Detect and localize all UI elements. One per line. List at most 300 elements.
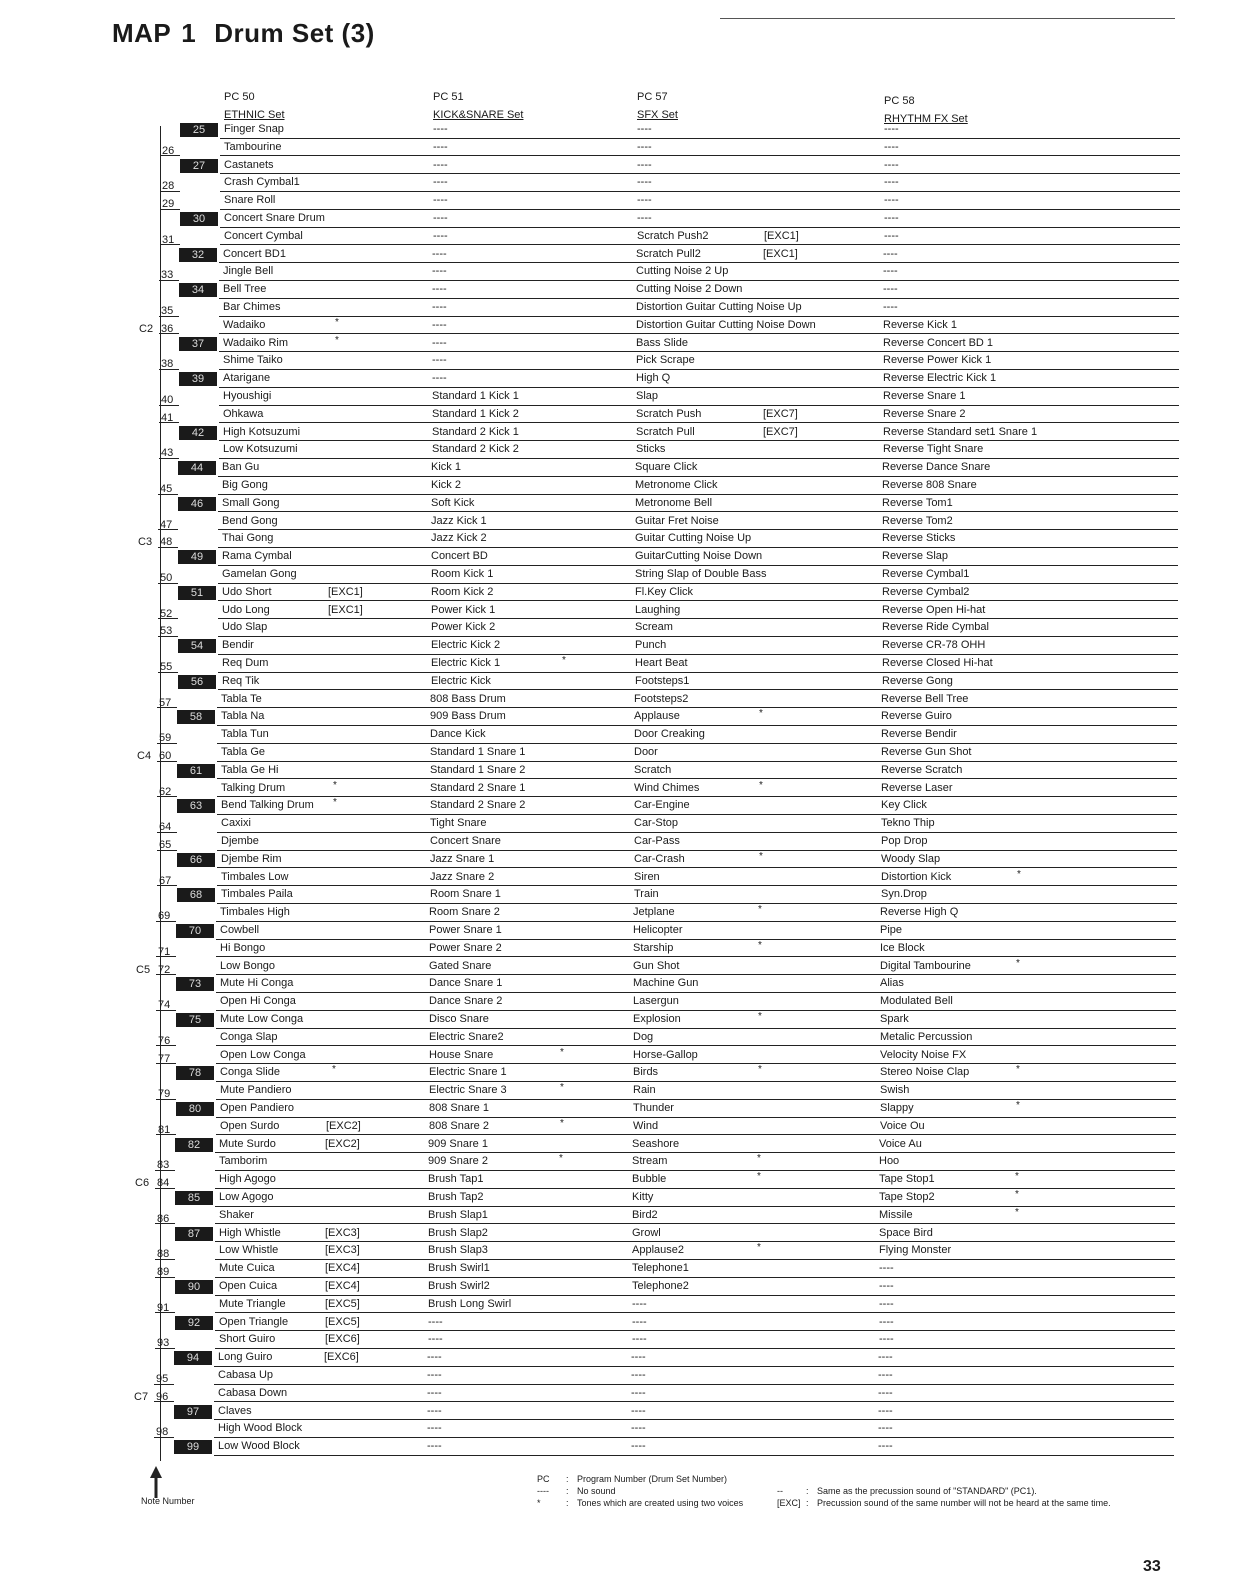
instrument-cell: Tape Stop1 — [879, 1173, 935, 1186]
instrument-cell: Reverse Kick 1 — [883, 318, 957, 331]
instrument-cell: Reverse Tom2 — [882, 514, 953, 527]
instrument-cell: Horse-Gallop — [633, 1048, 698, 1061]
exclusive-group-tag: [EXC7] — [763, 425, 798, 438]
instrument-cell: Missile — [879, 1208, 913, 1221]
instrument-cell: Open Low Conga — [220, 1048, 306, 1061]
white-key-number: 52 — [160, 607, 173, 620]
column-pc: PC 57 — [637, 91, 668, 103]
instrument-cell: Syn.Drop — [881, 888, 927, 901]
table-row — [0, 406, 1244, 424]
instrument-cell: Electric Snare 3 — [429, 1084, 507, 1097]
table-row — [0, 317, 1244, 335]
instrument-cell: Dance Snare 2 — [429, 995, 503, 1008]
instrument-cell: ---- — [879, 1297, 894, 1310]
instrument-cell: ---- — [883, 283, 898, 296]
two-voice-mark: * — [335, 316, 339, 328]
two-voice-mark: * — [562, 655, 566, 666]
instrument-cell: Guitar Cutting Noise Up — [635, 532, 752, 545]
instrument-cell: ---- — [432, 336, 447, 349]
instrument-cell: ---- — [427, 1404, 442, 1417]
instrument-cell: Udo Slap — [222, 621, 268, 634]
instrument-cell: Tabla Ge — [221, 746, 266, 758]
title-map: MAP — [112, 18, 172, 48]
two-voice-mark: * — [758, 1064, 762, 1076]
table-row — [0, 602, 1244, 620]
legend-exc-key: [EXC] — [777, 1498, 801, 1508]
instrument-cell: Electric Snare2 — [429, 1030, 504, 1043]
instrument-cell: Punch — [635, 639, 667, 652]
instrument-cell: ---- — [432, 372, 447, 385]
instrument-cell: ---- — [631, 1422, 646, 1435]
instrument-cell: Open Triangle — [219, 1315, 289, 1328]
instrument-cell: Claves — [218, 1404, 252, 1417]
table-row — [0, 1153, 1244, 1171]
instrument-cell: Tabla Na — [221, 710, 265, 723]
instrument-cell: Helicopter — [633, 924, 683, 936]
instrument-cell: High Agogo — [219, 1173, 276, 1186]
instrument-cell: Heart Beat — [635, 657, 688, 669]
two-voice-mark: * — [1016, 1100, 1020, 1111]
table-row — [0, 869, 1244, 887]
instrument-cell: ---- — [432, 247, 447, 260]
white-key-number: 62 — [159, 785, 172, 798]
instrument-cell: Standard 2 Snare 2 — [430, 799, 526, 812]
column-pc: PC 58 — [884, 95, 915, 107]
white-key-number: 38 — [161, 358, 174, 371]
instrument-cell: Cutting Noise 2 Down — [636, 283, 743, 296]
instrument-cell: Kitty — [632, 1191, 654, 1203]
instrument-cell: Concert BD — [431, 550, 488, 563]
white-key-number: 45 — [160, 483, 173, 495]
instrument-cell: 808 Bass Drum — [430, 692, 506, 705]
table-row — [0, 299, 1244, 317]
white-key-number: 43 — [161, 447, 174, 460]
black-key-number: 54 — [178, 639, 216, 653]
instrument-cell: Long Guiro — [218, 1351, 273, 1364]
table-row — [0, 566, 1244, 584]
table-row — [0, 797, 1244, 815]
instrument-cell: Voice Au — [879, 1137, 922, 1150]
instrument-cell: Ohkawa — [223, 407, 264, 420]
white-key-number: 79 — [158, 1088, 171, 1101]
black-key-number: 85 — [175, 1191, 213, 1205]
legend-no-sound-key: ---- — [537, 1486, 549, 1496]
instrument-cell: Jazz Kick 2 — [431, 532, 487, 545]
instrument-cell: Conga Slap — [220, 1030, 278, 1043]
black-key-number: 66 — [177, 853, 215, 867]
instrument-cell: Tekno Thip — [881, 817, 935, 830]
instrument-cell: Reverse Scratch — [881, 763, 963, 776]
instrument-cell: Dance Snare 1 — [429, 977, 503, 990]
instrument-cell: Scratch Pull2 — [636, 247, 701, 260]
instrument-cell: GuitarCutting Noise Down — [635, 550, 763, 563]
instrument-cell: Brush Tap1 — [428, 1173, 484, 1186]
instrument-cell: ---- — [879, 1262, 894, 1275]
table-row — [0, 1011, 1244, 1029]
instrument-cell: Car-Crash — [634, 852, 685, 865]
white-key-number: 36 — [161, 322, 174, 335]
table-row — [0, 1118, 1244, 1136]
table-row — [0, 1278, 1244, 1296]
table-row — [0, 1420, 1244, 1438]
instrument-cell: Reverse Open Hi-hat — [882, 603, 986, 616]
black-key-number: 42 — [179, 426, 217, 440]
instrument-cell: Wind Chimes — [634, 781, 700, 794]
instrument-cell: Reverse Gong — [882, 674, 953, 687]
table-row — [0, 1296, 1244, 1314]
white-key-number: 64 — [159, 821, 172, 834]
white-key-number: 86 — [157, 1212, 170, 1225]
instrument-cell: Low Whistle — [219, 1244, 279, 1257]
white-key-number: 96 — [156, 1390, 169, 1403]
white-key-number: 35 — [161, 305, 174, 317]
instrument-cell: Standard 1 Kick 1 — [432, 390, 519, 402]
two-voice-mark: * — [559, 1153, 563, 1165]
instrument-cell: Siren — [634, 870, 660, 883]
instrument-cell: Jazz Kick 1 — [431, 514, 487, 527]
table-row — [0, 637, 1244, 655]
white-key-number: 72 — [158, 963, 171, 976]
table-row — [0, 210, 1244, 228]
instrument-cell: Electric Kick — [431, 674, 491, 687]
legend-desc: Tones which are created using two voices — [577, 1498, 744, 1508]
black-key-number: 32 — [179, 248, 217, 262]
table-row — [0, 1082, 1244, 1100]
instrument-cell: Jazz Snare 1 — [430, 852, 495, 865]
exclusive-group-tag: [EXC6] — [325, 1333, 360, 1346]
instrument-cell: ---- — [432, 354, 447, 367]
instrument-cell: Jingle Bell — [223, 265, 274, 278]
instrument-cell: Castanets — [224, 158, 274, 171]
table-row — [0, 370, 1244, 388]
instrument-cell: Udo Long — [222, 603, 270, 616]
instrument-cell: Reverse Ride Cymbal — [882, 621, 989, 634]
two-voice-mark: * — [560, 1046, 564, 1058]
instrument-cell: ---- — [883, 301, 898, 313]
instrument-cell: Mute Low Conga — [220, 1013, 304, 1025]
title-number: 1 — [181, 18, 197, 48]
white-key-number: 74 — [158, 999, 171, 1012]
white-key-number: 77 — [158, 1052, 171, 1065]
instrument-cell: Standard 2 Kick 2 — [432, 443, 519, 456]
instrument-cell: Door — [634, 746, 658, 758]
two-voice-mark: * — [759, 708, 763, 720]
instrument-cell: ---- — [433, 194, 448, 207]
two-voice-mark: * — [1017, 868, 1021, 880]
exclusive-group-tag: [EXC1] — [328, 585, 363, 598]
two-voice-mark: * — [1016, 1064, 1020, 1076]
instrument-cell: ---- — [878, 1440, 893, 1453]
two-voice-mark: * — [1015, 1171, 1019, 1183]
instrument-cell: Low Bongo — [220, 959, 276, 972]
legend-star-key: * — [537, 1498, 541, 1508]
title-text: Drum Set (3) — [214, 18, 375, 48]
instrument-cell: ---- — [637, 194, 652, 207]
table-row — [0, 975, 1244, 993]
table-row — [0, 263, 1244, 281]
table-row — [0, 157, 1244, 175]
table-row — [0, 1314, 1244, 1332]
instrument-cell: Wadaiko Rim — [223, 336, 288, 349]
table-row — [0, 922, 1244, 940]
table-row — [0, 619, 1244, 637]
black-key-number: 70 — [176, 924, 214, 938]
instrument-cell: Footsteps2 — [634, 692, 689, 705]
instrument-cell: Fl.Key Click — [635, 585, 694, 598]
instrument-cell: ---- — [878, 1404, 893, 1417]
instrument-cell: 909 Bass Drum — [430, 710, 506, 723]
instrument-cell: Concert Cymbal — [224, 229, 303, 242]
instrument-cell: Rain — [633, 1084, 656, 1097]
instrument-cell: Hi Bongo — [220, 941, 266, 954]
table-row — [0, 1349, 1244, 1367]
instrument-cell: Stream — [632, 1155, 668, 1168]
instrument-cell: Scratch Pull — [636, 425, 695, 438]
instrument-cell: Reverse Dance Snare — [882, 461, 991, 474]
white-key-number: 40 — [161, 394, 174, 406]
note-number-label: Note Number — [141, 1496, 195, 1506]
black-key-number: 30 — [180, 212, 218, 226]
instrument-cell: Metronome Bell — [635, 496, 713, 509]
white-key-number: 31 — [162, 233, 175, 246]
instrument-cell: Telephone2 — [632, 1280, 689, 1292]
instrument-cell: Concert Snare — [430, 835, 501, 847]
table-row — [0, 1207, 1244, 1225]
instrument-cell: Kick 2 — [431, 479, 461, 491]
black-key-number: 61 — [177, 764, 215, 778]
instrument-cell: Bird2 — [632, 1208, 658, 1221]
instrument-cell: ---- — [433, 123, 448, 135]
instrument-cell: High Wood Block — [218, 1422, 303, 1435]
two-voice-mark: * — [757, 1171, 761, 1183]
row-rule — [214, 1455, 1174, 1456]
exclusive-group-tag: [EXC5] — [325, 1315, 360, 1328]
instrument-cell: ---- — [883, 265, 898, 278]
instrument-cell: ---- — [433, 140, 448, 153]
white-key-number: 29 — [162, 198, 175, 211]
instrument-cell: Brush Slap2 — [428, 1226, 488, 1239]
instrument-cell: Brush Long Swirl — [428, 1297, 512, 1310]
instrument-cell: Machine Gun — [633, 977, 699, 990]
instrument-cell: Guitar Fret Noise — [635, 514, 719, 527]
instrument-cell: ---- — [632, 1333, 647, 1346]
instrument-cell: 808 Snare 2 — [429, 1119, 489, 1132]
table-row — [0, 1064, 1244, 1082]
instrument-cell: Ban Gu — [222, 461, 260, 474]
two-voice-mark: * — [757, 1153, 761, 1165]
legend-desc: No sound — [577, 1486, 616, 1496]
instrument-cell: Thai Gong — [222, 532, 274, 545]
white-key-number: 48 — [160, 536, 173, 549]
instrument-cell: Thunder — [633, 1102, 674, 1114]
instrument-cell: Brush Swirl2 — [428, 1280, 490, 1292]
instrument-cell: Alias — [880, 977, 904, 990]
legend-sep: : — [566, 1486, 569, 1496]
instrument-cell: ---- — [884, 194, 899, 207]
black-key-number: 25 — [180, 123, 218, 137]
instrument-cell: Power Snare 2 — [429, 941, 502, 954]
two-voice-mark: * — [758, 939, 762, 951]
instrument-cell: Wadaiko — [223, 318, 266, 331]
table-row — [0, 1189, 1244, 1207]
instrument-cell: Djembe — [221, 835, 259, 847]
up-arrow-icon — [150, 1466, 162, 1498]
table-row — [0, 655, 1244, 673]
instrument-cell: ---- — [878, 1351, 893, 1364]
white-key-number: 76 — [158, 1034, 171, 1047]
legend-desc: Same as the precussion sound of "STANDARD" (PC1). — [817, 1486, 1037, 1496]
table-row — [0, 1367, 1244, 1385]
instrument-cell: 909 Snare 1 — [428, 1137, 488, 1150]
table-row — [0, 246, 1244, 264]
instrument-cell: ---- — [883, 247, 898, 260]
instrument-cell: Scream — [635, 621, 673, 634]
instrument-cell: Snare Roll — [224, 194, 276, 207]
table-row — [0, 762, 1244, 780]
instrument-cell: Slap — [636, 390, 659, 402]
instrument-cell: Lasergun — [633, 995, 679, 1008]
instrument-cell: Reverse Cymbal2 — [882, 585, 970, 598]
instrument-cell: Key Click — [881, 799, 927, 812]
two-voice-mark: * — [335, 334, 339, 346]
instrument-cell: ---- — [427, 1440, 442, 1453]
instrument-cell: Bend Talking Drum — [221, 799, 314, 812]
instrument-cell: ---- — [632, 1315, 647, 1328]
exclusive-group-tag: [EXC3] — [325, 1226, 360, 1239]
instrument-cell: Finger Snap — [224, 123, 284, 135]
legend-same-key: -- — [777, 1486, 783, 1496]
instrument-cell: ---- — [637, 123, 652, 135]
instrument-cell: Tabla Te — [221, 692, 262, 705]
black-key-number: 73 — [176, 977, 214, 991]
instrument-cell: Req Dum — [222, 657, 269, 669]
instrument-cell: Reverse CR-78 OHH — [882, 639, 986, 652]
instrument-cell: ---- — [879, 1315, 894, 1328]
white-key-number: 91 — [157, 1301, 170, 1314]
two-voice-mark: * — [758, 904, 762, 916]
instrument-cell: Door Creaking — [634, 728, 705, 741]
table-row — [0, 958, 1244, 976]
instrument-cell: ---- — [884, 158, 899, 171]
black-key-number: 99 — [174, 1440, 212, 1454]
instrument-cell: Footsteps1 — [635, 674, 690, 687]
white-key-number: 55 — [160, 661, 173, 673]
white-key-number: 81 — [158, 1123, 171, 1136]
column-pc: PC 51 — [433, 91, 464, 103]
two-voice-mark: * — [560, 1082, 564, 1094]
table-row — [0, 459, 1244, 477]
instrument-cell: Atarigane — [223, 372, 271, 385]
instrument-cell: ---- — [631, 1404, 646, 1417]
instrument-cell: Hyoushigi — [223, 390, 272, 402]
instrument-cell: Laughing — [635, 603, 681, 616]
table-row — [0, 192, 1244, 210]
octave-label: C6 — [135, 1177, 150, 1190]
instrument-cell: Rama Cymbal — [222, 550, 292, 563]
instrument-cell: Tambourine — [224, 140, 282, 153]
instrument-cell: Req Tik — [222, 674, 260, 687]
table-row — [0, 441, 1244, 459]
instrument-cell: Cowbell — [220, 924, 260, 936]
table-row — [0, 477, 1244, 495]
table-row — [0, 691, 1244, 709]
instrument-cell: Digital Tambourine — [880, 959, 971, 972]
exclusive-group-tag: [EXC3] — [325, 1244, 360, 1257]
black-key-number: 82 — [175, 1138, 213, 1152]
black-key-number: 51 — [178, 586, 216, 600]
white-key-number: 28 — [162, 180, 175, 193]
instrument-cell: Reverse Gun Shot — [881, 746, 972, 758]
two-voice-mark: * — [1015, 1206, 1019, 1218]
instrument-cell: Power Kick 1 — [431, 603, 496, 616]
instrument-cell: Bubble — [632, 1173, 667, 1186]
instrument-cell: ---- — [631, 1351, 646, 1364]
white-key-number: 53 — [160, 625, 173, 638]
instrument-cell: 909 Snare 2 — [428, 1155, 488, 1168]
instrument-cell: ---- — [432, 265, 447, 278]
exclusive-group-tag: [EXC5] — [325, 1297, 360, 1310]
black-key-number: 80 — [176, 1102, 214, 1116]
legend-key: PC — [537, 1474, 550, 1484]
instrument-cell: ---- — [878, 1386, 893, 1399]
instrument-cell: Bend Gong — [222, 514, 278, 527]
instrument-cell: Electric Kick 2 — [431, 639, 501, 652]
instrument-cell: ---- — [879, 1280, 894, 1292]
black-key-number: 78 — [176, 1066, 214, 1080]
table-row — [0, 1171, 1244, 1189]
table-row — [0, 530, 1244, 548]
white-key-number: 93 — [157, 1337, 170, 1350]
instrument-cell: Metalic Percussion — [880, 1030, 973, 1043]
table-row — [0, 833, 1244, 851]
legend-desc: Precussion sound of the same number will not be heard at the same time. — [817, 1498, 1111, 1508]
white-key-number: 98 — [156, 1426, 169, 1439]
table-row — [0, 228, 1244, 246]
white-key-number: 65 — [159, 839, 172, 851]
instrument-cell: ---- — [432, 318, 447, 331]
instrument-cell: Slappy — [880, 1102, 914, 1114]
legend-sep: : — [806, 1486, 809, 1496]
instrument-cell: Electric Kick 1 — [431, 657, 501, 669]
table-row — [0, 495, 1244, 513]
white-key-number: 50 — [160, 572, 173, 584]
exclusive-group-tag: [EXC2] — [326, 1119, 361, 1132]
table-row — [0, 1331, 1244, 1349]
instrument-cell: Open Pandiero — [220, 1102, 294, 1114]
table-row — [0, 904, 1244, 922]
table-row — [0, 1047, 1244, 1065]
instrument-cell: Applause2 — [632, 1244, 684, 1257]
instrument-cell: Standard 2 Snare 1 — [430, 781, 526, 794]
instrument-cell: Electric Snare 1 — [429, 1066, 507, 1079]
instrument-cell: Reverse Snare 2 — [883, 407, 966, 420]
instrument-cell: ---- — [637, 158, 652, 171]
table-row — [0, 886, 1244, 904]
instrument-cell: ---- — [884, 140, 899, 153]
two-voice-mark: * — [333, 779, 337, 791]
instrument-cell: Mute Hi Conga — [220, 977, 294, 990]
table-row — [0, 1385, 1244, 1403]
instrument-cell: Tamborim — [219, 1155, 268, 1168]
instrument-cell: ---- — [884, 229, 899, 242]
table-row — [0, 121, 1244, 139]
table-row — [0, 1225, 1244, 1243]
instrument-cell: Shaker — [219, 1208, 254, 1221]
instrument-cell: ---- — [428, 1315, 443, 1328]
instrument-cell: House Snare — [429, 1048, 494, 1061]
black-key-number: 87 — [175, 1227, 213, 1241]
instrument-cell: Concert Snare Drum — [224, 212, 325, 224]
